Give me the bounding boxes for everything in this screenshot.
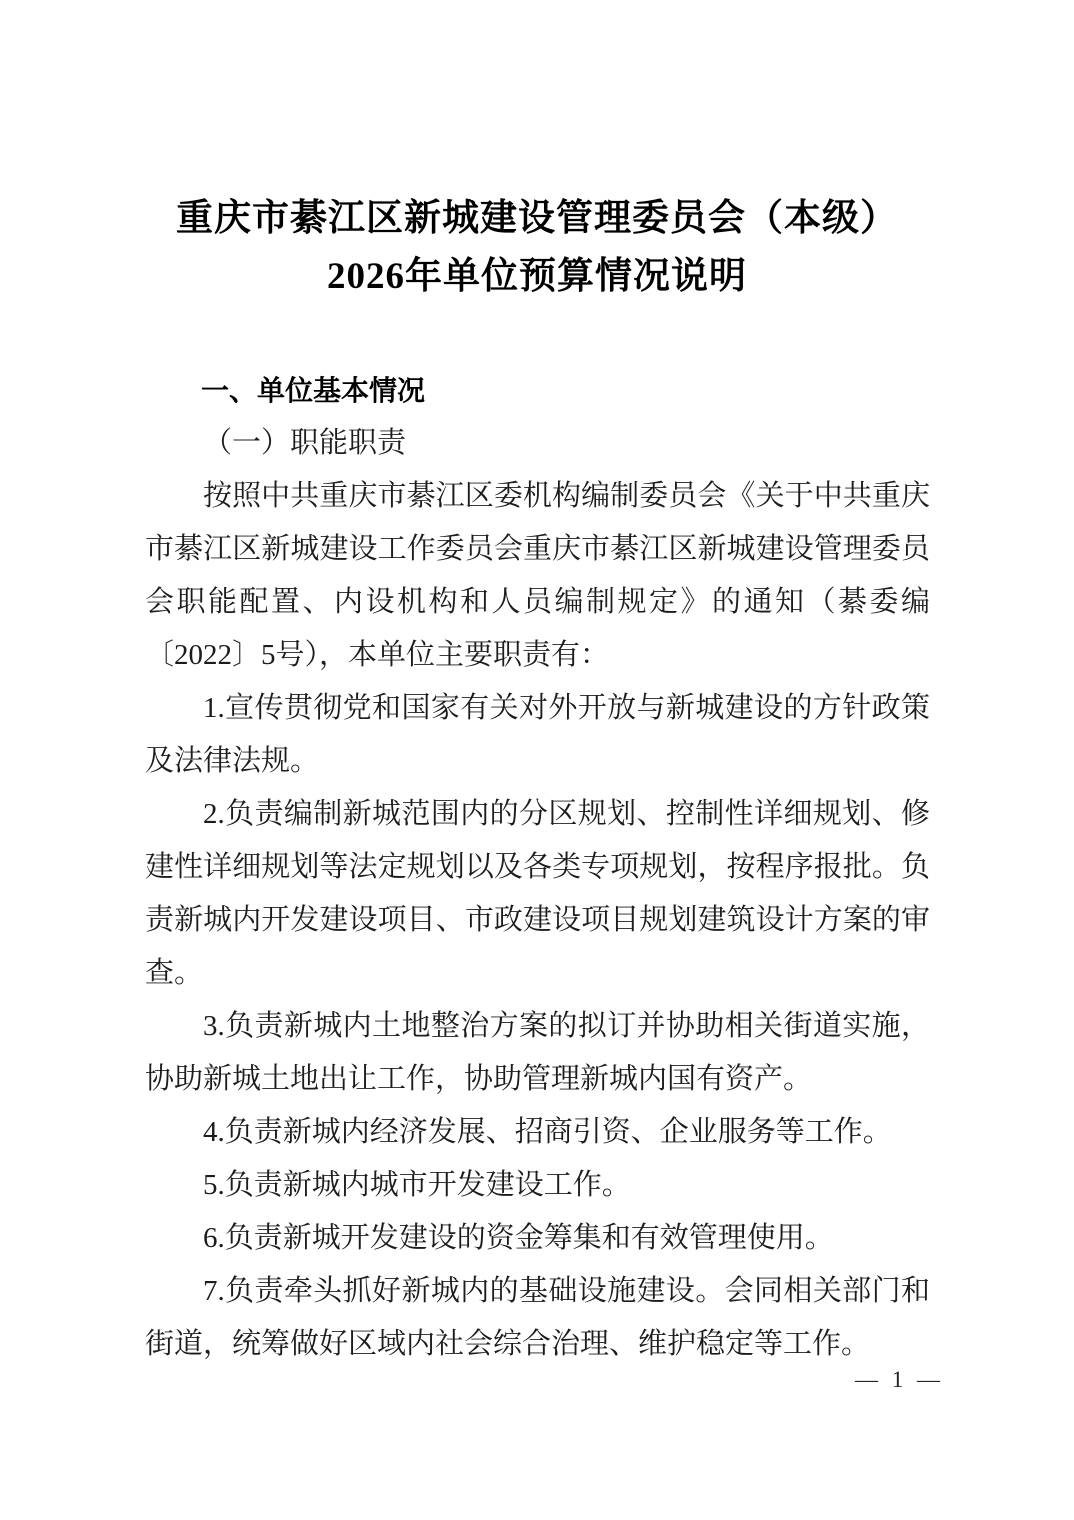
paragraph-intro: 按照中共重庆市綦江区委机构编制委员会《关于中共重庆市綦江区新城建设工作委员会重庆市綦江区新城建设管理委员会职能配置、内设机构和人员编制规定》的通知（綦委编〔2022〕5号），本单位主要职责有：	[145, 480, 930, 671]
subsection-heading-functions-duties: （一）职能职责	[203, 427, 407, 459]
paragraph-duty-5: 5.负责新城内城市开发建设工作。	[203, 1169, 631, 1201]
paragraph-duty-2: 2.负责编制新城范围内的分区规划、控制性详细规划、修建性详细规划等法定规划以及各类专项规划，按程序报批。负责新城内开发建设项目、市政建设项目规划建筑设计方案的审查。	[145, 798, 930, 989]
document-title	[0, 0, 1074, 306]
document-title-line-2: 2026年单位预算情况说明	[327, 256, 747, 297]
paragraph-duty-7: 7.负责牵头抓好新城内的基础设施建设。会同相关部门和街道，统筹做好区域内社会综合治理、维护稳定等工作。	[145, 1275, 930, 1360]
paragraph-duty-3: 3.负责新城内土地整治方案的拟订并协助相关街道实施，协助新城土地出让工作，协助管理新城内国有资产。	[145, 1010, 930, 1095]
paragraph-duty-4: 4.负责新城内经济发展、招商引资、企业服务等工作。	[203, 1116, 892, 1148]
document-body	[145, 364, 930, 1371]
document-title-line-1: 重庆市綦江区新城建设管理委员会（本级）	[176, 198, 898, 239]
paragraph-duty-1: 1.宣传贯彻党和国家有关对外开放与新城建设的方针政策及法律法规。	[145, 692, 930, 777]
paragraph-duty-6: 6.负责新城开发建设的资金筹集和有效管理使用。	[203, 1222, 834, 1254]
page-number: — 1 —	[855, 1367, 944, 1392]
section-heading-unit-basic-info: 一、单位基本情况	[201, 375, 426, 406]
